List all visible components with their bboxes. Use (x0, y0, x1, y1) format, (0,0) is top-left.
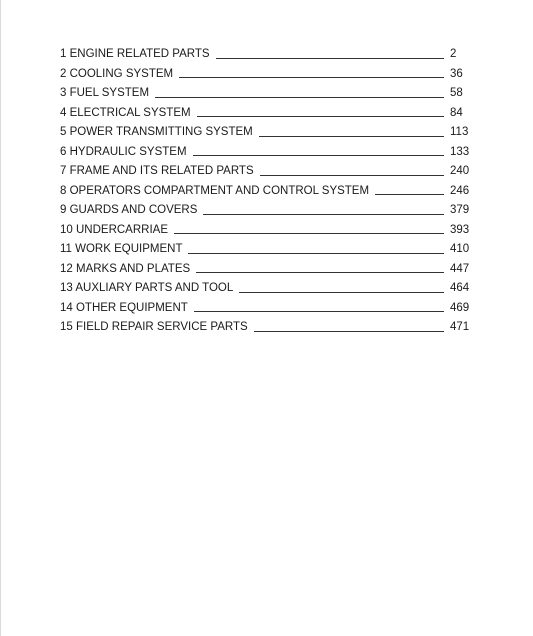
toc-entry-page: 471 (450, 321, 470, 333)
toc-entry[interactable] (60, 260, 472, 280)
toc-leader-line (196, 272, 444, 273)
toc-entry-title: 5 POWER TRANSMITTING SYSTEM (60, 126, 253, 138)
toc-entry[interactable] (60, 182, 472, 202)
toc-leader-line (203, 214, 444, 215)
toc-entry-title: 11 WORK EQUIPMENT (60, 243, 183, 255)
toc-entry[interactable] (60, 318, 472, 338)
toc-entry-title: 6 HYDRAULIC SYSTEM (60, 145, 187, 158)
toc-entry[interactable] (60, 240, 472, 260)
toc-leader-line (259, 136, 444, 137)
toc-entry-title: 15 FIELD REPAIR SERVICE PARTS (60, 321, 248, 333)
toc-entry[interactable] (60, 162, 472, 182)
toc-entry-page: 36 (450, 67, 463, 80)
toc-entry-title: 12 MARKS AND PLATES (60, 262, 191, 275)
toc-leader-line (155, 97, 444, 98)
toc-entry-page: 464 (450, 282, 470, 294)
toc-leader-line (188, 253, 444, 254)
toc-entry-title: 14 OTHER EQUIPMENT (60, 301, 188, 314)
toc-entry-page: 410 (450, 243, 470, 255)
toc-leader-line (260, 175, 444, 176)
toc-entry-page: 379 (450, 204, 470, 216)
toc-entry-page: 246 (450, 184, 470, 197)
toc-entry[interactable] (60, 279, 472, 299)
toc-leader-line (179, 77, 444, 78)
toc-leader-line (194, 311, 444, 312)
toc-entry[interactable] (60, 143, 472, 163)
toc-entry-page: 469 (450, 301, 470, 314)
toc-leader-line (174, 233, 444, 234)
toc-entry-page: 58 (450, 87, 463, 99)
toc-leader-line (216, 58, 444, 59)
toc-entry-page: 447 (450, 262, 470, 275)
table-of-contents (60, 45, 472, 338)
toc-entry[interactable] (60, 45, 472, 65)
toc-entry-page: 393 (450, 223, 470, 236)
toc-leader-line (254, 331, 444, 332)
toc-entry-title: 4 ELECTRICAL SYSTEM (60, 106, 191, 119)
toc-entry-page: 2 (450, 48, 457, 60)
toc-entry-title: 8 OPERATORS COMPARTMENT AND CONTROL SYSTEM (60, 184, 370, 197)
toc-leader-line (193, 155, 444, 156)
toc-entry[interactable] (60, 221, 472, 241)
toc-entry[interactable] (60, 201, 472, 221)
toc-entry-title: 10 UNDERCARRIAE (60, 223, 168, 236)
toc-entry-title: 13 AUXLIARY PARTS AND TOOL (60, 282, 234, 294)
toc-entry-page: 133 (450, 145, 470, 158)
toc-leader-line (239, 292, 444, 293)
toc-entry[interactable] (60, 123, 472, 143)
toc-entry[interactable] (60, 84, 472, 104)
toc-entry-page: 240 (450, 165, 470, 177)
toc-leader-line (375, 194, 444, 195)
toc-entry-title: 1 ENGINE RELATED PARTS (60, 48, 210, 60)
toc-entry-title: 3 FUEL SYSTEM (60, 87, 150, 99)
toc-leader-line (197, 116, 444, 117)
toc-entry-page: 84 (450, 106, 463, 119)
toc-entry-title: 2 COOLING SYSTEM (60, 67, 174, 80)
toc-entry[interactable] (60, 299, 472, 319)
toc-entry-title: 9 GUARDS AND COVERS (60, 204, 198, 216)
toc-entry-title: 7 FRAME AND ITS RELATED PARTS (60, 165, 254, 177)
toc-entry[interactable] (60, 65, 472, 85)
toc-entry-page: 113 (450, 126, 469, 138)
toc-entry[interactable] (60, 104, 472, 124)
